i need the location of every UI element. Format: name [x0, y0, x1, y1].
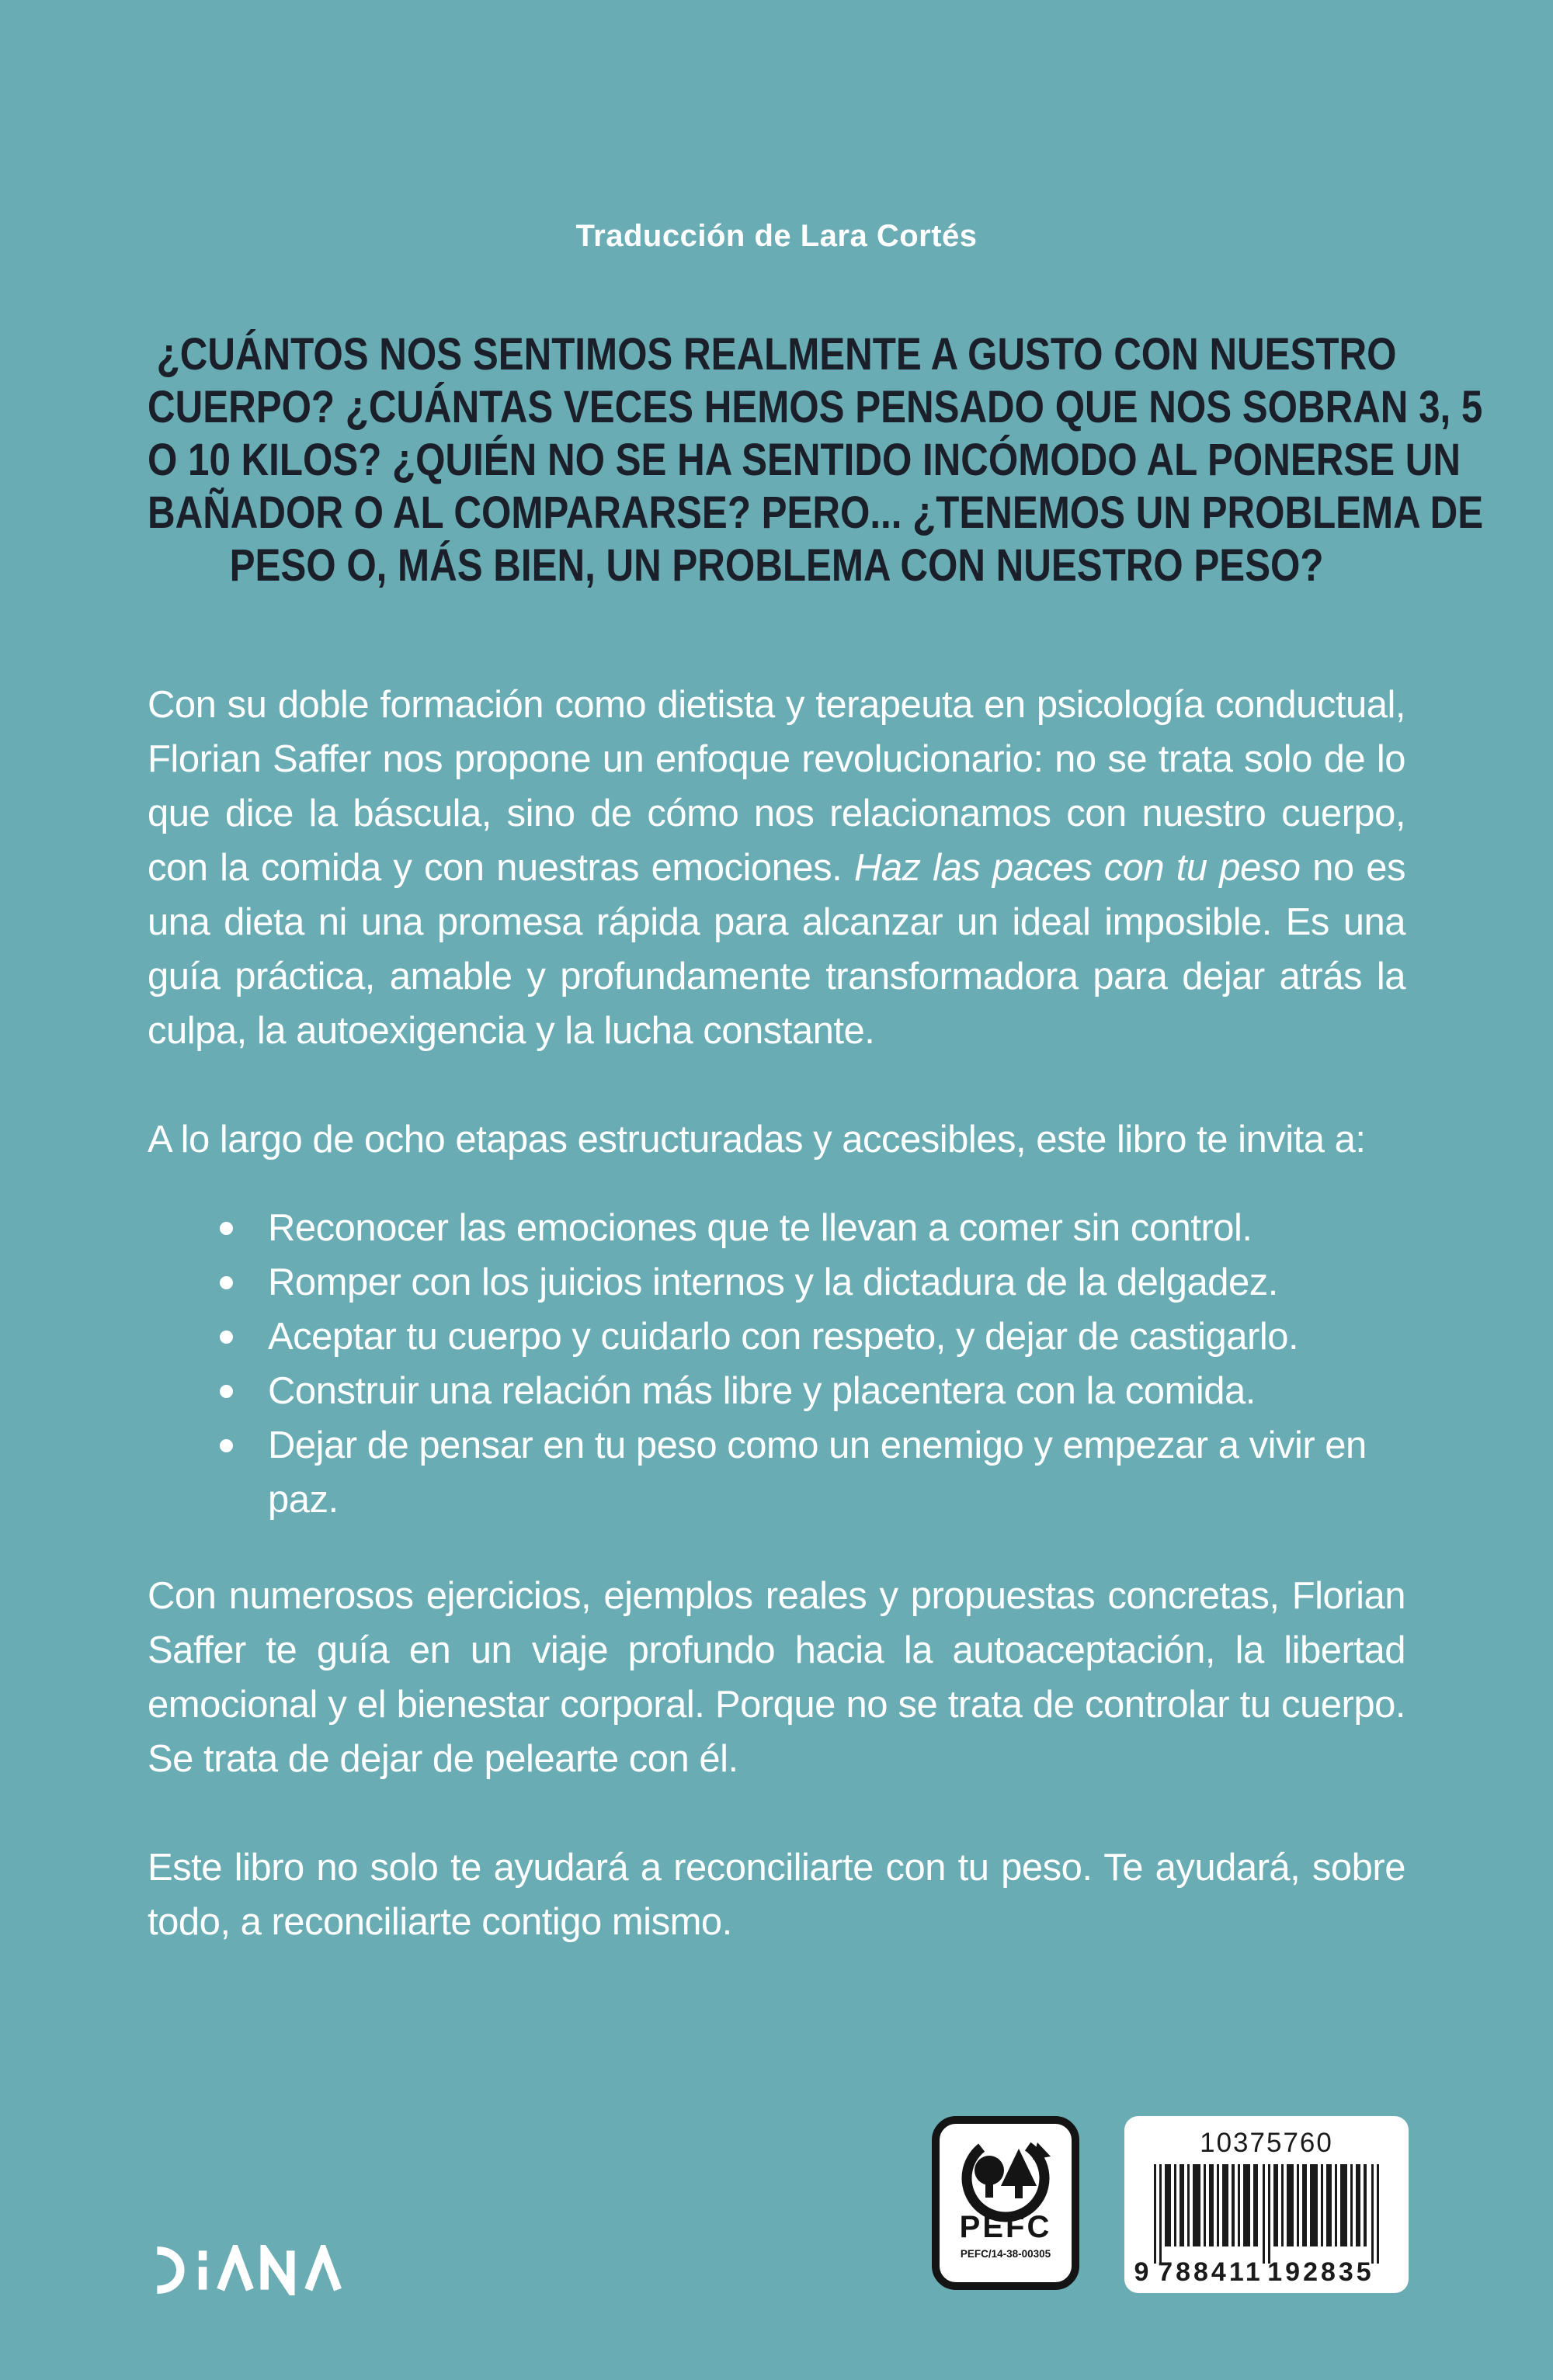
- diana-wordmark-icon: [151, 2245, 354, 2295]
- paragraph-closing: Este libro no solo te ayudará a reconciliarte con tu peso. Te ayudará, sobre todo, a reconciliarte contigo mismo.: [148, 1847, 1405, 1943]
- isbn-number: [1134, 2257, 1374, 2287]
- barcode-label: [1124, 2116, 1409, 2297]
- list-item: [268, 1364, 1405, 1418]
- translator-credit: Traducción de Lara Cortés: [575, 219, 978, 253]
- paragraph-journey: Con numerosos ejercicios, ejemplos reales y propuestas concretas, Florian Saffer te guía en un viaje profundo hacia la autoaceptación, la libertad emocional y el bienestar corporal. Porque no se trata de controlar tu cuerpo. Se trata de dejar de pelearte con él.: [148, 1575, 1405, 1780]
- benefits-list: [148, 1201, 1405, 1527]
- pefc-label: PEFC: [959, 2210, 1052, 2244]
- letter-n: [265, 2250, 291, 2289]
- pefc-code: PEFC/14-38-00305: [960, 2248, 1051, 2260]
- headline-line-3: O 10 KILOS? ¿QUIÉN NO SE HA SENTIDO INCÓMODO AL PONERSE UN: [148, 435, 1461, 485]
- headline-line-5: PESO O, MÁS BIEN, UN PROBLEMA CON NUESTRO PESO?: [229, 540, 1324, 591]
- headline-line-1: ¿CUÁNTOS NOS SENTIMOS REALMENTE A GUSTO CON NUESTRO: [156, 329, 1397, 380]
- paragraph-intro: [148, 678, 1405, 1058]
- list-item: [268, 1418, 1405, 1527]
- round-tree-icon: [975, 2156, 1004, 2185]
- isbn-group-1: 788411: [1158, 2257, 1263, 2287]
- list-item-text: Dejar de pensar en tu peso como un enemigo y empezar a vivir en paz.: [268, 1424, 1367, 1521]
- pefc-certification-badge: [932, 2116, 1079, 2294]
- headline-text: [148, 328, 1484, 592]
- publisher-logo: [151, 2245, 354, 2299]
- list-item: [268, 1255, 1405, 1310]
- paragraph-intro-after: no es una dieta ni una promesa rápida para alcanzar un ideal imposible. Es una guía práctica, amable y profundamente transformadora para dejar atrás la culpa, la autoexigencia y la lucha constante.: [148, 847, 1405, 1052]
- isbn-digit: 9: [1134, 2257, 1149, 2287]
- paragraph-stages: A lo largo de ocho etapas estructuradas y accesibles, este libro te invita a:: [148, 1119, 1366, 1161]
- list-item-text: Aceptar tu cuerpo y cuidarlo con respeto, y dejar de castigarlo.: [268, 1316, 1299, 1358]
- letter-a: [308, 2250, 338, 2289]
- barcode-icon: [1124, 2116, 1409, 2293]
- book-title-italic: Haz las paces con tu peso: [853, 847, 1301, 889]
- headline-block: [148, 328, 1484, 595]
- list-item-text: Romper con los juicios internos y la dictadura de la delgadez.: [268, 1261, 1278, 1303]
- paragraph-intro-before: Con su doble formación como dietista y terapeuta en psicología conductual, Florian Saffer nos propone un enfoque revolucionario: no se trata solo de lo que dice la báscula, sino de cómo nos relacionamos con nuestro cuerpo, con la comida y con nuestras emociones.: [148, 684, 1405, 889]
- list-item: [268, 1201, 1405, 1255]
- letter-a: [221, 2250, 250, 2289]
- isbn-group-2: 192835: [1267, 2257, 1374, 2287]
- headline-line-4: BAÑADOR O AL COMPARARSE? PERO... ¿TENEMOS UN PROBLEMA DE: [148, 487, 1484, 538]
- letter-d: [157, 2250, 180, 2289]
- list-item: [268, 1310, 1405, 1364]
- product-number: 10375760: [1200, 2128, 1333, 2158]
- headline-line-2: CUERPO? ¿CUÁNTAS VECES HEMOS PENSADO QUE NOS SOBRAN 3, 5: [148, 382, 1483, 432]
- list-item-text: Reconocer las emociones que te llevan a comer sin control.: [268, 1207, 1252, 1249]
- list-item-text: Construir una relación más libre y placentera con la comida.: [268, 1370, 1256, 1412]
- pefc-logo-icon: [932, 2116, 1079, 2290]
